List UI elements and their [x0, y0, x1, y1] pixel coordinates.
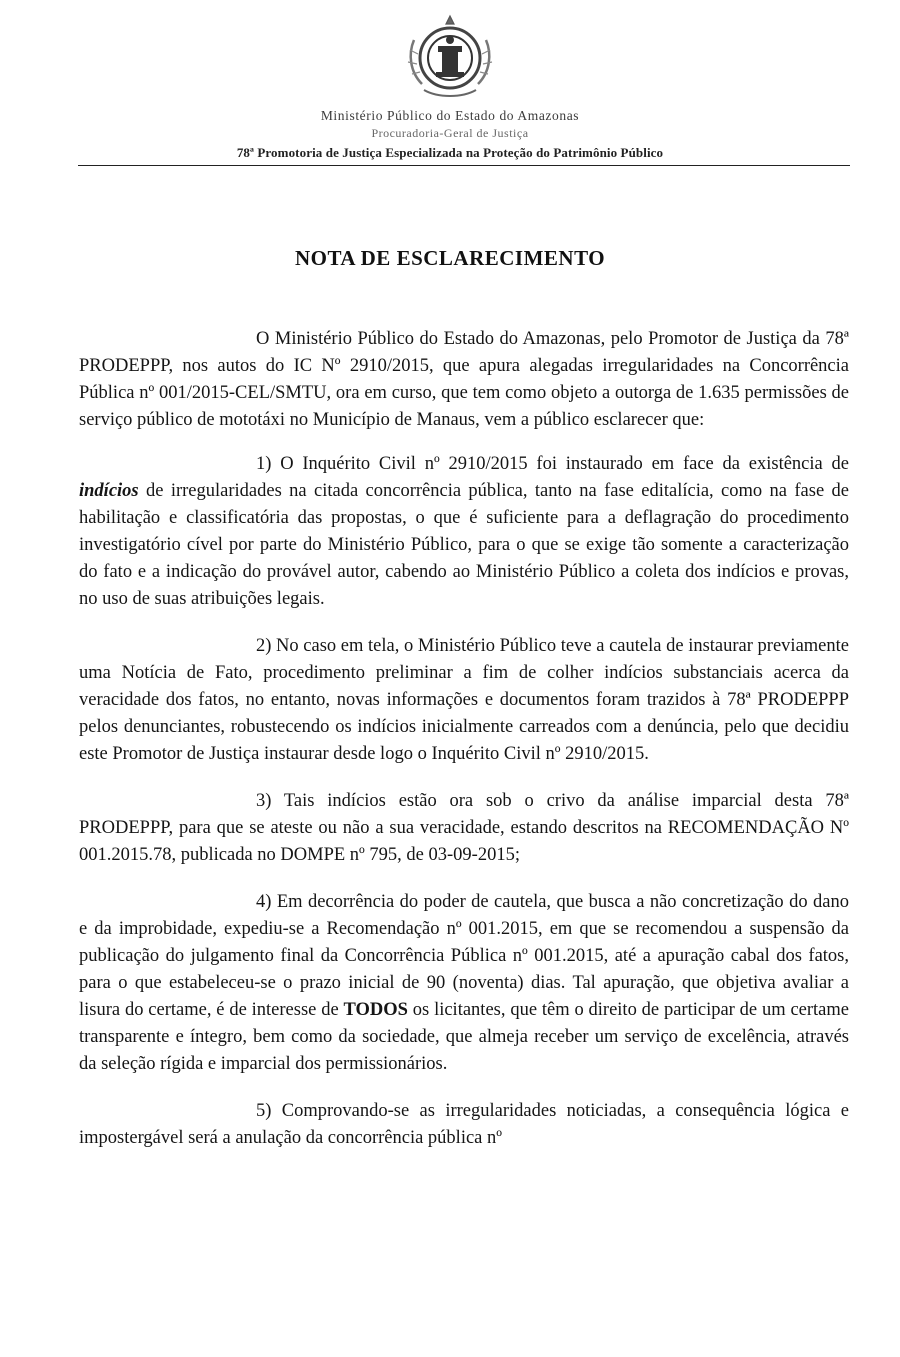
paragraph-1 — [79, 451, 849, 613]
paragraph-1-text-a: 1) O Inquérito Civil nº 2910/2015 foi instaurado em face da existência de — [256, 454, 849, 474]
paragraph-1-text-b: de irregularidades na citada concorrência pública, tanto na fase editalícia, como na fase de habilitação e classificatória das propostas, o que é suficiente para a deflagração do procedimento investigatório cível por parte do Ministério Público, para o que se exige tão somente a caracterização do fato e a indicação do provável autor, cabendo ao Ministério Público a coleta dos indícios e provas, no uso de suas atribuições legais. — [79, 481, 849, 609]
paragraph-2: 2) No caso em tela, o Ministério Público teve a cautela de instaurar previamente uma Notícia de Fato, procedimento preliminar a fim de colher indícios substanciais acerca da veracidade dos fatos, no entanto, novas informações e documentos foram trazidos à 78ª PRODEPPP pelos denunciantes, robustecendo os indícios inicialmente carreados com a denúncia, pelo que decidiu este Promotor de Justiça instaurar desde logo o Inquérito Civil nº 2910/2015. — [79, 636, 849, 764]
paragraph-1-emphasis: indícios — [79, 481, 139, 501]
document-title: NOTA DE ESCLARECIMENTO — [294, 246, 606, 270]
paragraph-4-text-a: 4) Em decorrência do poder de cautela, que busca a não concretização do dano e da improbidade, expediu-se a Recomendação nº 001.2015, em que se recomendou a suspensão da publicação do julgamento final da Concorrência Pública nº 001.2015, até a apuração cabal dos fatos, para o que estabeleceu-se o prazo inicial de 90 (noventa) dias. Tal apuração, que objetiva avaliar a lisura do certame, é de interesse de — [79, 892, 849, 1020]
paragraph-4-text-b: os licitantes, que têm o direito de participar de um certame transparente e íntegro, bem como da sociedade, que almeja receber um serviço de excelência, através da seleção rígida e imparcial dos permissionários. — [79, 1000, 849, 1074]
intro-paragraph: O Ministério Público do Estado do Amazonas, pelo Promotor de Justiça da 78ª PRODEPPP, nos autos do IC Nº 2910/2015, que apura alegadas irregularidades na Concorrência Pública nº 001/2015-CEL/SMTU, ora em curso, que tem como objeto a outorga de 1.635 permissões de serviço público de mototáxi no Município de Manaus, vem a público esclarecer que: — [79, 329, 849, 430]
paragraph-5: 5) Comprovando-se as irregularidades noticiadas, a consequência lógica e impostergável será a anulação da concorrência pública nº — [79, 1101, 849, 1148]
document-body — [79, 326, 849, 1172]
letterhead — [0, 10, 900, 161]
header-divider — [78, 165, 850, 166]
coat-of-arms-seal-icon — [394, 10, 506, 106]
department-name: 78ª Promotoria de Justiça Especializada na Proteção do Patrimônio Público — [236, 145, 664, 160]
paragraph-3: 3) Tais indícios estão ora sob o crivo da análise imparcial desta 78ª PRODEPPP, para que se ateste ou não a sua veracidade, estando descritos na RECOMENDAÇÃO Nº 001.2015.78, publicada no DOMPE nº 795, de 03-09-2015; — [79, 791, 849, 865]
office-name: Procuradoria-Geral de Justiça — [371, 126, 529, 140]
institution-name: Ministério Público do Estado do Amazonas — [320, 108, 580, 123]
paragraph-4 — [79, 889, 849, 1078]
paragraph-4-emphasis: TODOS — [343, 1000, 408, 1020]
